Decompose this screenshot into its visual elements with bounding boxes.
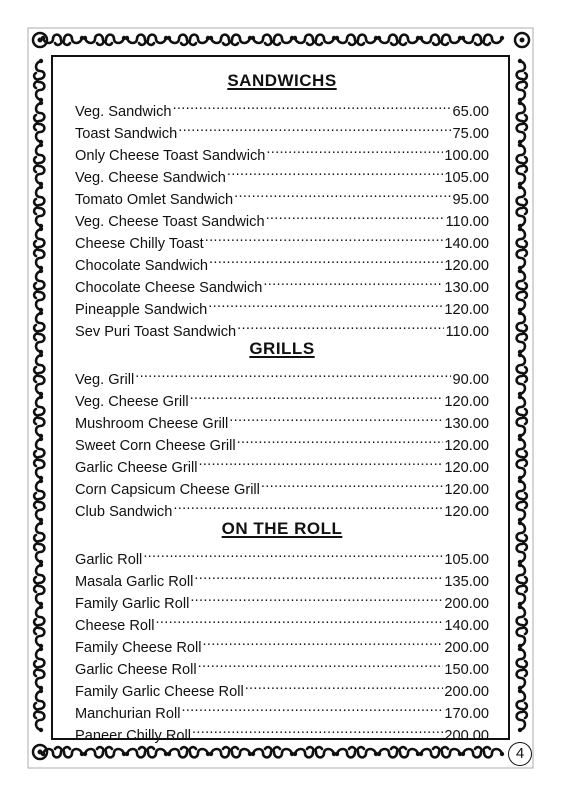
scroll-ornament [232,35,253,45]
scroll-ornament [517,460,527,481]
item-name: Cheese Chilly Toast [75,236,204,252]
item-name: Chocolate Cheese Sandwich [75,280,263,296]
item-price: 130.00 [444,416,489,432]
corner-dot [38,750,43,755]
item-list [75,94,489,340]
scroll-ornament [517,101,527,122]
item-name: Sweet Corn Cheese Grill [75,438,236,454]
scroll-ornament [232,747,253,757]
scroll-ornament [484,747,505,757]
scroll-ornament [41,35,62,45]
scroll-ornament [517,586,527,607]
scroll-ornament [83,747,104,757]
item-price: 110.00 [445,324,489,340]
dot-leader [263,270,443,292]
item-name: Paneer Chilly Roll [75,728,191,744]
dot-leader [181,696,443,718]
scroll-ornament [34,166,44,187]
scroll-ornament [442,747,463,757]
dot-leader [266,204,445,226]
scroll-ornament [125,747,146,757]
corner-dot [520,38,525,43]
dot-leader [190,384,444,406]
item-price: 200.00 [444,640,489,656]
scroll-ornament [34,269,44,290]
item-list [75,542,489,744]
dot-leader [194,564,443,586]
scroll-ornament [34,82,44,103]
scroll-ornament [106,35,127,45]
corner-dot [38,38,43,43]
item-name: Toast Sandwich [75,126,178,142]
scroll-ornament [517,605,527,626]
item-price: 75.00 [452,126,489,142]
section-title: GRILLS [249,339,315,358]
scroll-ornament [517,418,527,439]
item-name: Only Cheese Toast Sandwich [75,148,266,164]
item-price: 105.00 [444,170,489,186]
item-name: Sev Puri Toast Sandwich [75,324,237,340]
dot-leader [198,652,444,674]
scroll-ornament [517,647,527,668]
scroll-ornament [517,353,527,374]
menu-item [75,94,489,120]
item-name: Tomato Omlet Sandwich [75,192,234,208]
dot-leader [237,314,444,336]
scroll-ornament [377,747,398,757]
scroll-ornament [517,563,527,584]
scroll-ornament [442,35,463,45]
scroll-ornament [34,479,44,500]
item-price: 110.00 [445,214,489,230]
dot-leader [208,292,443,314]
section-grills [75,336,489,520]
item-price: 100.00 [444,148,489,164]
dot-leader [245,674,444,696]
scroll-ornament [34,689,44,710]
scroll-ornament [517,250,527,271]
item-price: 130.00 [444,280,489,296]
section-title: ON THE ROLL [221,519,343,538]
item-price: 90.00 [452,372,489,388]
scroll-ornament [517,521,527,542]
item-name: Family Garlic Cheese Roll [75,684,244,700]
dot-leader [261,472,443,494]
item-price: 170.00 [444,706,489,722]
scroll-ornament [517,395,527,416]
scroll-ornament [125,35,146,45]
item-price: 135.00 [444,574,489,590]
scroll-ornament [34,227,44,248]
menu-item [75,384,489,410]
scroll-ornament [517,143,527,164]
scroll-ornament [34,376,44,397]
scroll-ornament [400,747,421,757]
scroll-ornament [335,747,356,757]
dot-leader [209,248,443,270]
scroll-ornament [209,35,230,45]
scroll-ornament [517,269,527,290]
dot-leader [190,586,443,608]
item-price: 105.00 [444,552,489,568]
item-name: Veg. Cheese Grill [75,394,189,410]
item-name: Chocolate Sandwich [75,258,209,274]
menu-item [75,542,489,568]
scroll-ornament [316,747,337,757]
scroll-ornament [34,418,44,439]
scroll-ornament [517,628,527,649]
scroll-ornament [251,747,272,757]
scroll-ornament [34,563,44,584]
scroll-ornament [335,35,356,45]
scroll-ornament [209,747,230,757]
item-name: Veg. Cheese Toast Sandwich [75,214,265,230]
scroll-ornament [148,35,169,45]
item-price: 95.00 [452,192,489,208]
item-price: 200.00 [444,684,489,700]
scroll-ornament [517,124,527,145]
dot-leader [205,226,444,248]
item-name: Cheese Roll [75,618,155,634]
scroll-ornament [419,747,440,757]
scroll-ornament [34,395,44,416]
dot-leader [135,362,451,384]
scroll-ornament [34,647,44,668]
scroll-ornament [517,227,527,248]
scroll-ornament [34,250,44,271]
item-name: Manchurian Roll [75,706,181,722]
item-price: 120.00 [444,504,489,520]
scroll-ornament [34,670,44,691]
scroll-ornament [34,143,44,164]
scroll-ornament [461,747,482,757]
dot-leader [203,630,444,652]
dot-leader [227,160,443,182]
scroll-ornament [274,747,295,757]
scroll-ornament [34,544,44,565]
item-price: 120.00 [444,482,489,498]
scroll-ornament [34,208,44,229]
item-name: Veg. Cheese Sandwich [75,170,226,186]
scroll-ornament [274,35,295,45]
menu-content [75,68,489,744]
scroll-ornament [419,35,440,45]
scroll-ornament [517,334,527,355]
scroll-ornament [517,59,527,80]
scroll-ornament [34,59,44,80]
scroll-ornament [34,353,44,374]
scroll-ornament [517,689,527,710]
item-name: Veg. Grill [75,372,135,388]
scroll-ornament [34,292,44,313]
scroll-ornament [517,208,527,229]
item-price: 120.00 [444,302,489,318]
scroll-ornament [64,35,85,45]
scroll-ornament [34,334,44,355]
dot-leader [173,494,443,516]
scroll-ornament [167,747,188,757]
scroll-ornament [517,376,527,397]
item-name: Masala Garlic Roll [75,574,194,590]
scroll-ornament [517,502,527,523]
scroll-ornament [316,35,337,45]
scroll-ornament [106,747,127,757]
scroll-ornament [34,628,44,649]
scroll-ornament [400,35,421,45]
item-price: 150.00 [444,662,489,678]
scroll-ornament [293,747,314,757]
section-sandwichs [75,68,489,340]
scroll-ornament [34,101,44,122]
item-name: Garlic Roll [75,552,143,568]
scroll-ornament [517,437,527,458]
dot-leader [192,718,443,740]
scroll-ornament [41,747,62,757]
dot-leader [178,116,451,138]
scroll-ornament [34,521,44,542]
item-name: Club Sandwich [75,504,173,520]
scroll-ornament [358,35,379,45]
scroll-ornament [517,544,527,565]
item-name: Garlic Cheese Grill [75,460,198,476]
item-price: 120.00 [444,438,489,454]
dot-leader [156,608,444,630]
page-number-badge: 4 [508,742,532,766]
item-price: 65.00 [452,104,489,120]
dot-leader [234,182,451,204]
item-price: 120.00 [444,394,489,410]
scroll-ornament [517,712,527,733]
dot-leader [237,428,444,450]
scroll-ornament [517,292,527,313]
scroll-ornament [190,35,211,45]
dot-leader [143,542,443,564]
item-name: Garlic Cheese Roll [75,662,197,678]
section-title: SANDWICHS [227,71,337,90]
item-name: Family Cheese Roll [75,640,202,656]
scroll-ornament [461,35,482,45]
scroll-ornament [34,124,44,145]
scroll-ornament [293,35,314,45]
item-name: Veg. Sandwich [75,104,172,120]
dot-leader [173,94,452,116]
item-price: 200.00 [444,728,489,744]
item-price: 200.00 [444,596,489,612]
scroll-ornament [148,747,169,757]
scroll-ornament [358,747,379,757]
scroll-ornament [34,311,44,332]
scroll-ornament [34,502,44,523]
scroll-ornament [167,35,188,45]
scroll-ornament [34,460,44,481]
menu-item [75,362,489,388]
scroll-ornament [34,185,44,206]
section-on-the-roll [75,516,489,744]
scroll-ornament [484,35,505,45]
dot-leader [229,406,443,428]
scroll-ornament [517,670,527,691]
scroll-ornament [34,586,44,607]
scroll-ornament [251,35,272,45]
dot-leader [266,138,443,160]
scroll-ornament [517,311,527,332]
scroll-ornament [517,185,527,206]
item-name: Mushroom Cheese Grill [75,416,229,432]
scroll-ornament [83,35,104,45]
item-price: 120.00 [444,258,489,274]
item-name: Pineapple Sandwich [75,302,208,318]
scroll-ornament [517,82,527,103]
dot-leader [198,450,443,472]
item-name: Corn Capsicum Cheese Grill [75,482,260,498]
item-list [75,362,489,520]
item-name: Family Garlic Roll [75,596,190,612]
scroll-ornament [34,712,44,733]
scroll-ornament [34,605,44,626]
scroll-ornament [517,166,527,187]
item-price: 120.00 [444,460,489,476]
scroll-ornament [517,479,527,500]
item-price: 140.00 [444,618,489,634]
scroll-ornament [34,437,44,458]
scroll-ornament [190,747,211,757]
scroll-ornament [377,35,398,45]
item-price: 140.00 [444,236,489,252]
scroll-ornament [64,747,85,757]
